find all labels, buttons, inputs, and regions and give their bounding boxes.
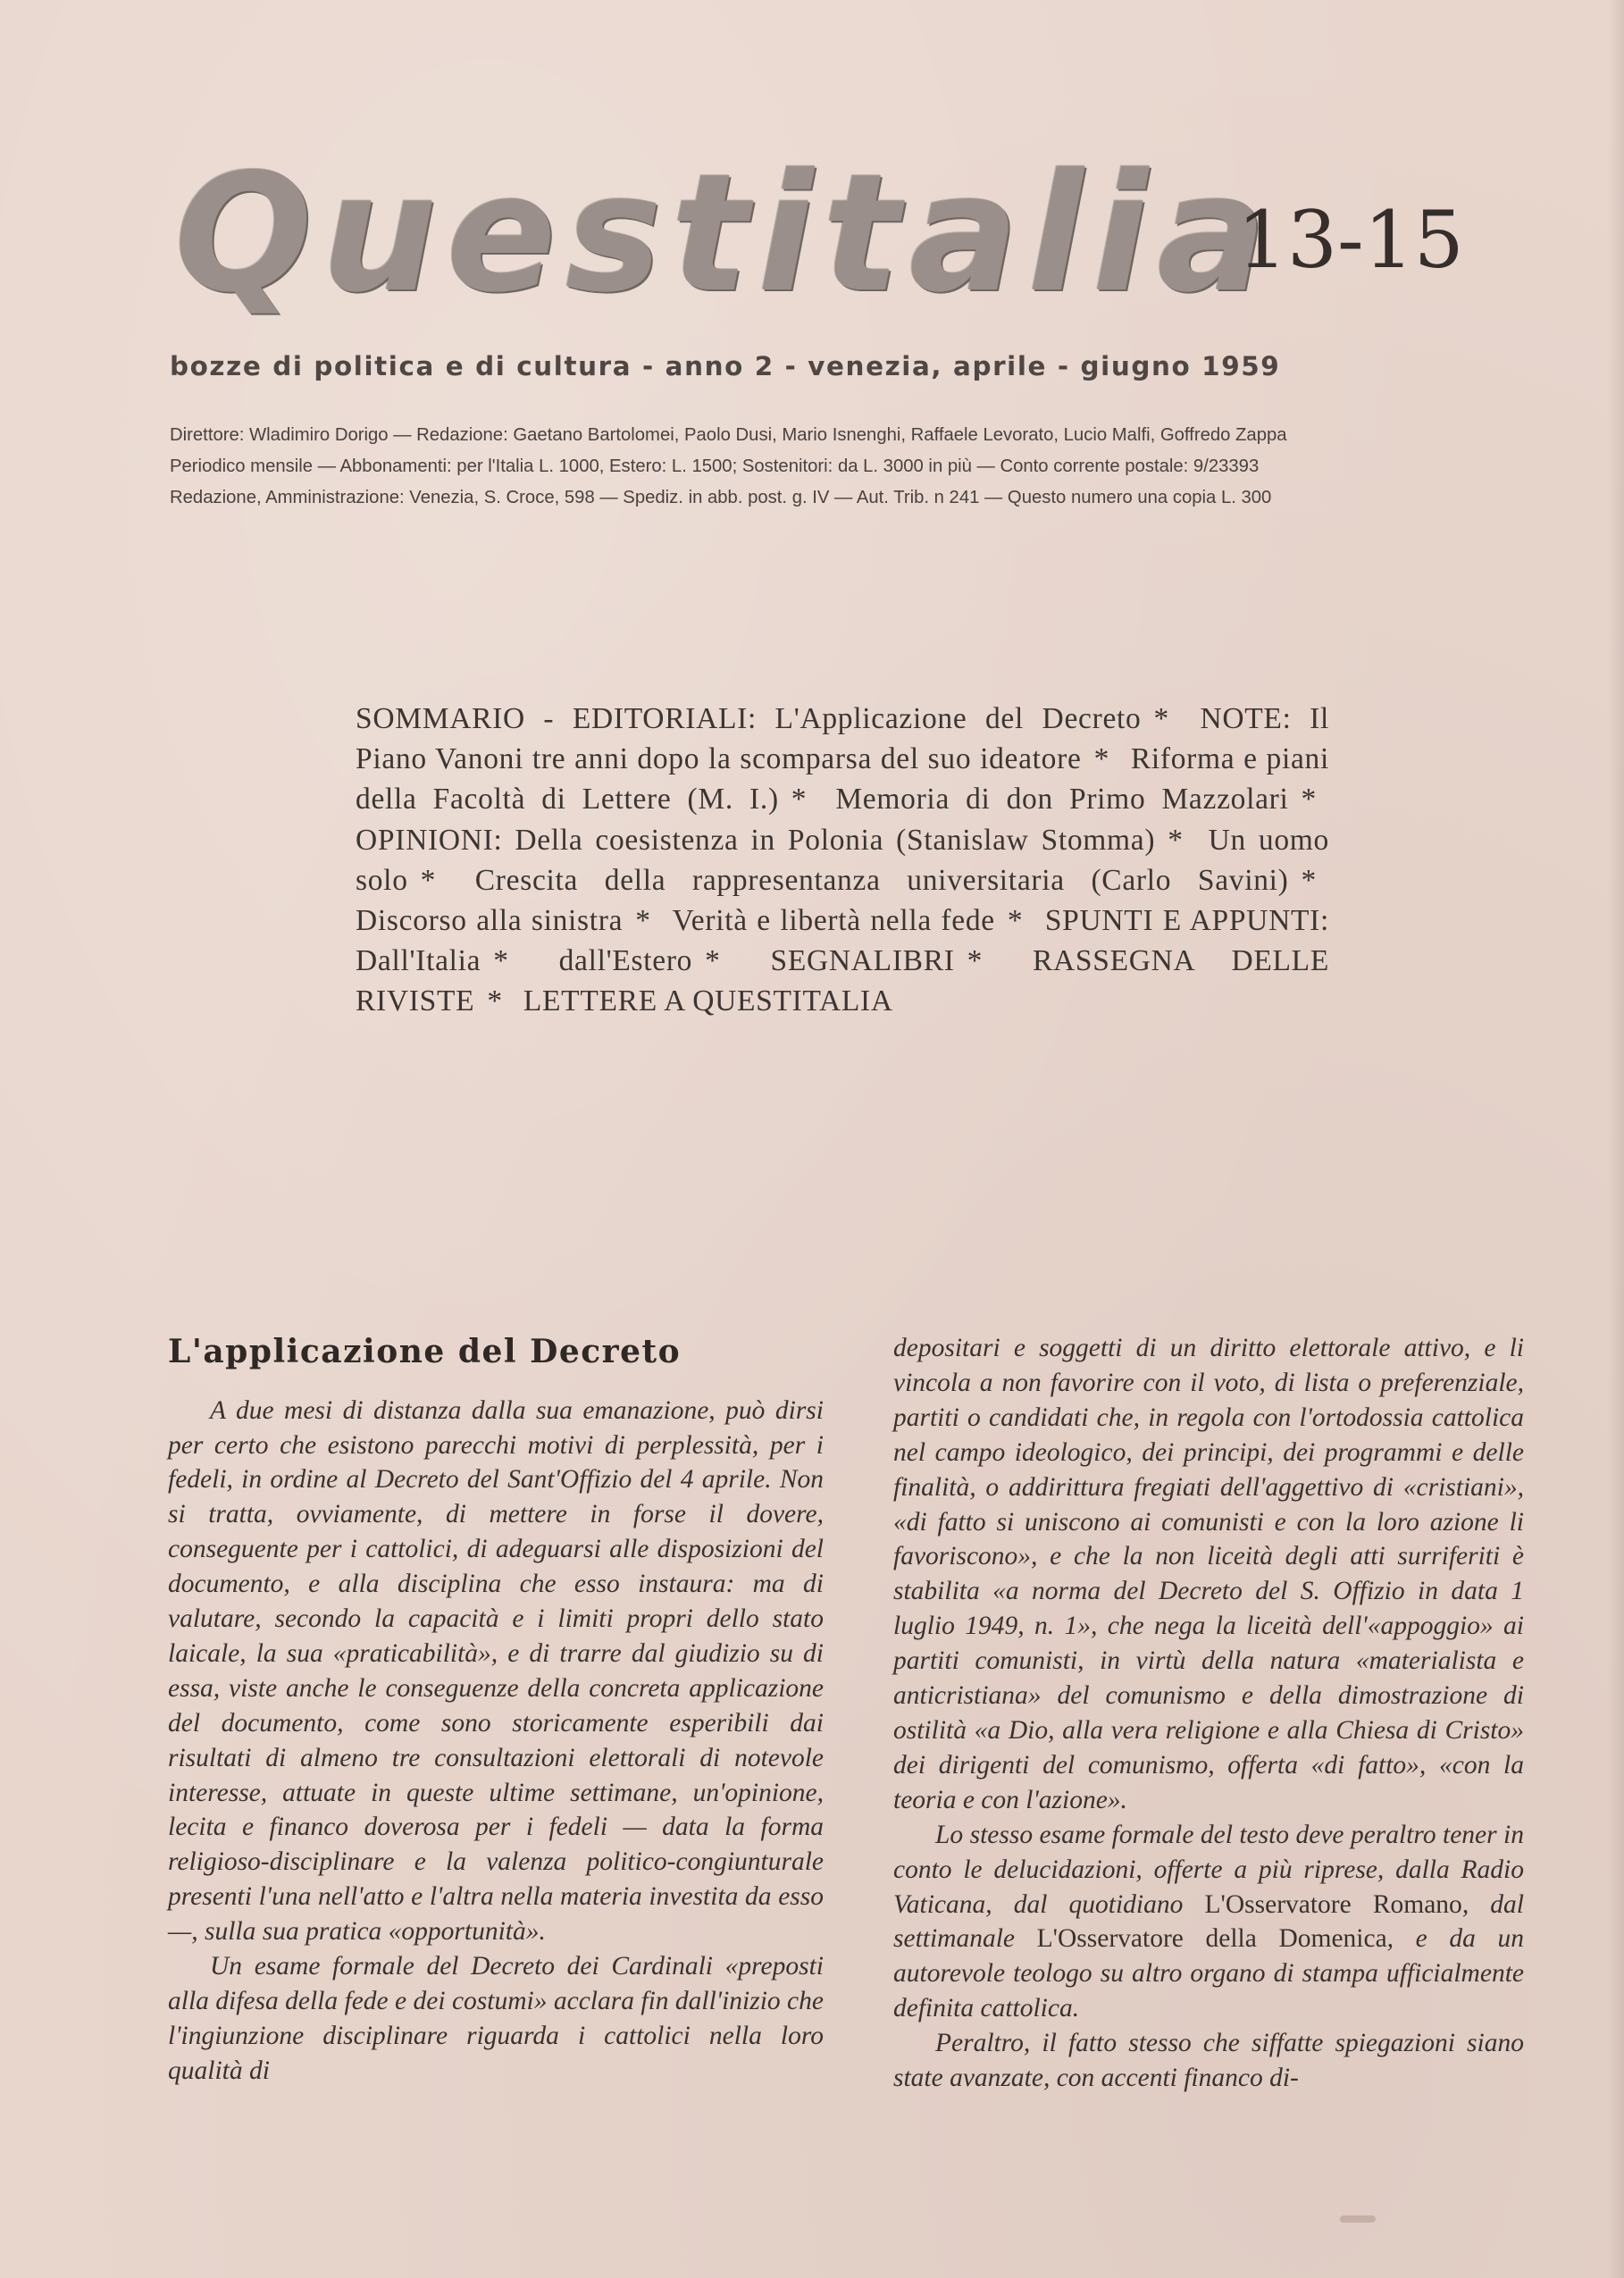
toc-separator: * — [487, 984, 503, 1018]
article-paragraph: depositari e soggetti di un diritto elettorale attivo, e li vincola a non favorire con il voto, di lista o preferenziale, partiti o candidati che, in regola con l'ortodossia cattolica nel campo ideologico, dei principi, dei programmi e delle finalità, o addirittura fregiati dell'aggettivo di «cristiani», «di fatto si uniscono ai comunisti e con la loro azione li favoriscono», e che la non liceità degli atti surriferiti è stabilita «a norma del Decreto del S. Offizio in data 1 luglio 1949, n. 1», che nega la liceità dell'«appoggio» ai partiti comunisti, in virtù della natura «materialista e anticristiana» del comunismo e della dimostrazione di ostilità «a Dio, alla vera religione e alla Chiesa di Cristo» dei dirigenti del comunismo, offerta «di fatto», «con la teoria e con l'azione». — [893, 1334, 1524, 1814]
toc-separator: * — [635, 904, 651, 938]
toc-item: Riforma e piani della Facoltà di Lettere (M. I.) — [356, 742, 1329, 817]
toc-item: OPINIONI: Della coesistenza in Polonia (Stanislaw Stomma) — [356, 823, 1156, 857]
masthead — [174, 138, 1532, 339]
toc-separator: * — [420, 863, 437, 897]
credits-line-editors: Direttore: Wladimiro Dorigo — Redazione: Gaetano Bartolomei, Paolo Dusi, Mario Isnenghi, Raffaele Levorato, Lucio Malfi, Goffredo Zappa — [170, 425, 1287, 445]
toc-item: RASSEGNA DELLE RIVISTE — [356, 944, 1329, 1018]
table-of-contents — [356, 699, 1329, 1022]
article-paragraph: Un esame formale del Decreto dei Cardinali «preposti alla difesa della fede e dei costumi» acclara fin dall'inizio che l'ingiunzione disciplinare riguarda i cattolici nella loro qualità di — [168, 1952, 824, 2085]
toc-item: dall'Estero — [558, 944, 693, 978]
toc-separator: * — [967, 944, 984, 978]
toc-separator: * — [1007, 904, 1024, 938]
toc-separator: * — [1153, 702, 1169, 735]
toc-separator: * — [1301, 783, 1317, 817]
paragraph-text: , e da un autorevole teologo su altro organo di stampa ufficialmente definita cattolica. — [893, 1924, 1525, 2023]
newspaper-name: L'Osservatore della Domenica — [1036, 1924, 1387, 1954]
credits-line-subscription: Periodico mensile — Abbonamenti: per l'Italia L. 1000, Estero: L. 1500; Sostenitori: da L. 3000 in più — Conto corrente postale: 9/23393 — [170, 456, 1260, 476]
issue-number: 13-15 — [1237, 194, 1464, 286]
page-edge-shadow — [1608, 0, 1624, 2278]
toc-item: SEGNALIBRI — [770, 944, 955, 978]
toc-item: Memoria di don Primo Mazzolari — [835, 783, 1289, 817]
paragraph-text: , dal settimanale — [893, 1889, 1524, 1954]
toc-item: Un uomo solo — [356, 823, 1329, 897]
toc-separator: * — [493, 944, 509, 978]
newspaper-name: L'Osservatore Romano — [1204, 1889, 1462, 1919]
toc-item: SOMMARIO - EDITORIALI: L'Applicazione del Decreto — [356, 702, 1142, 735]
article-column-right — [893, 1331, 1524, 2096]
article-title: L'applicazione del Decreto — [168, 1333, 682, 1370]
article-paragraph: A due mesi di distanza dalla sua emanazione, può dirsi per certo che esistono parecchi motivi di perplessità, per i fedeli, in ordine al Decreto del Sant'Offizio del 4 aprile. Non si tratta, ovviamente, di mettere in forse il dovere, conseguente per i cattolici, di adeguarsi alle disposizioni del documento, e alla disciplina che esso instaura: ma di valutare, secondo la capacità e i limiti propri dello stato laicale, la sua «praticabilità», e di trarre dal giudizio su di essa, viste anche le conseguenze della concreta applicazione del documento, come sono storicamente esperibili dai risultati di almeno tre consultazioni elettorali di notevole interesse, attuate in queste ultime settimane, un'opinione, lecita e financo doverosa per i fedeli — data la forma religioso-disciplinare e la valenza politico-congiunturale presenti l'una nell'atto e l'altra nella materia investita da esso —, sulla sua pratica «opportunità». — [168, 1395, 824, 1947]
journal-subtitle: bozze di politica e di cultura - anno 2 - venezia, aprile - giugno 1959 — [170, 351, 1281, 381]
toc-item: LETTERE A QUESTITALIA — [523, 984, 893, 1018]
toc-item: NOTE: Il Piano Vanoni tre anni dopo la scomparsa del suo ideatore — [356, 702, 1329, 776]
toc-item: Crescita della rappresentanza universitaria (Carlo Savini) — [474, 863, 1289, 897]
credits-line-administration: Redazione, Amministrazione: Venezia, S. Croce, 598 — Spediz. in abb. post. g. IV — Aut. Trib. n 241 — Questo numero una copia L. 300 — [170, 488, 1272, 507]
paper-mark — [1340, 2215, 1376, 2223]
toc-item: Verità e libertà nella fede — [672, 904, 995, 938]
journal-title: Questitalia — [174, 138, 1276, 328]
toc-separator: * — [1093, 742, 1110, 776]
toc-separator: * — [1301, 863, 1317, 897]
toc-item: SPUNTI E APPUNTI: Dall'Italia — [356, 904, 1329, 978]
article-paragraph: Peraltro, il fatto stesso che siffatte spiegazioni siano state avanzate, con accenti financo di- — [893, 2029, 1524, 2093]
paragraph-text: Lo stesso esame formale del testo deve peraltro tener in conto le delucidazioni, offerte a più riprese, dalla Radio Vaticana, dal quotidiano — [893, 1820, 1524, 1919]
toc-item: Discorso alla sinistra — [356, 904, 624, 938]
article-column-left — [168, 1335, 824, 2089]
toc-separator: * — [1168, 823, 1184, 857]
credits-block — [170, 420, 1528, 514]
article-paragraph — [893, 1818, 1524, 2026]
toc-separator: * — [705, 944, 721, 978]
toc-separator: * — [791, 783, 808, 817]
